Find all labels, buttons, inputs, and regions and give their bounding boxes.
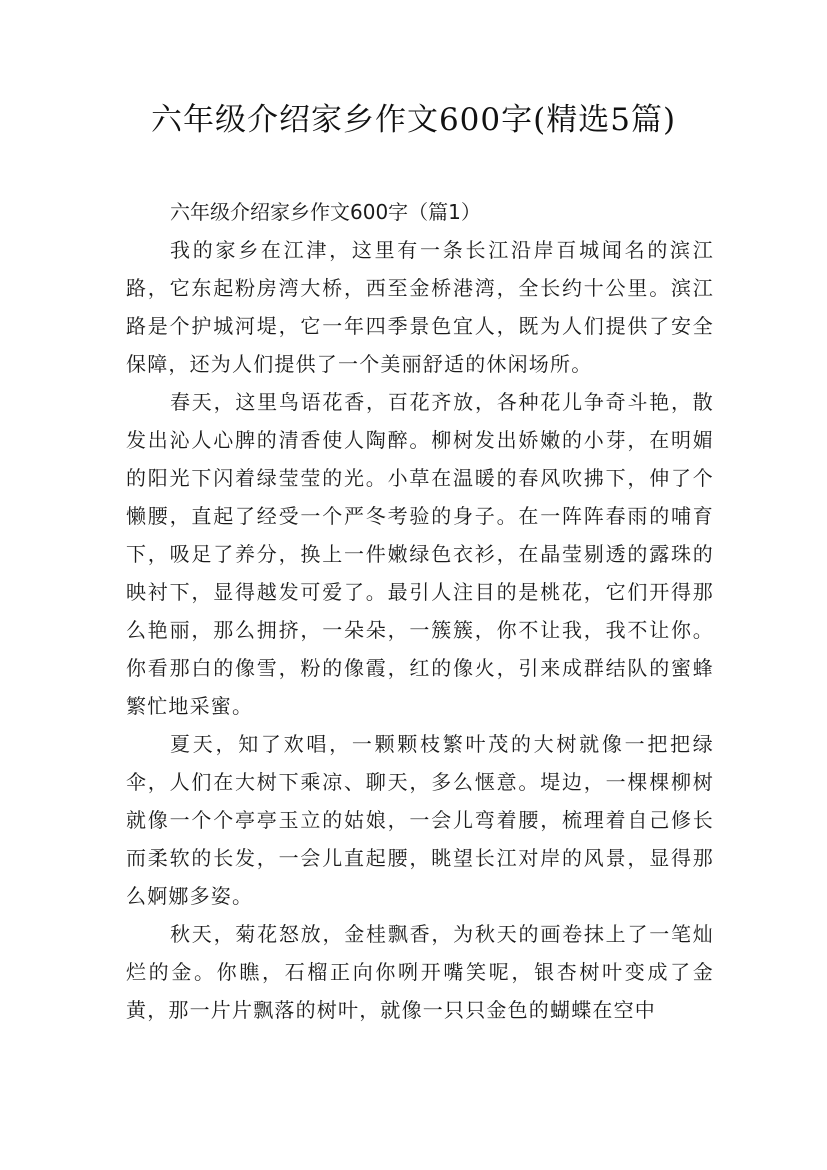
document-body [126,193,714,1029]
paragraph-2: 春天，这里鸟语花香，百花齐放，各种花儿争奇斗艳，散发出沁人心脾的清香使人陶醉。柳树发出娇嫩的小芽，在明媚的阳光下闪着绿莹莹的光。小草在温暖的春风吹拂下，伸了个懒腰，直起了经受一个严冬考验的身子。在一阵阵春雨的哺育下，吸足了养分，换上一件嫩绿色衣衫，在晶莹剔透的露珠的映衬下，显得越发可爱了。最引人注目的是桃花，它们开得那么艳丽，那么拥挤，一朵朵，一簇簇，你不让我，我不让你。你看那白的像雪，粉的像霞，红的像火，引来成群结队的蜜蜂繁忙地采蜜。 [126,390,714,718]
paragraph-1: 我的家乡在江津，这里有一条长江沿岸百城闻名的滨江路，它东起粉房湾大桥，西至金桥港湾，全长约十公里。滨江路是个护城河堤，它一年四季景色宜人，既为人们提供了安全保障，还为人们提供了一个美丽舒适的休闲场所。 [126,238,714,376]
section-heading: 六年级介绍家乡作文600字（篇1） [170,200,481,224]
paragraph-3: 夏天，知了欢唱，一颗颗枝繁叶茂的大树就像一把把绿伞，人们在大树下乘凉、聊天，多么惬意。堤边，一棵棵柳树就像一个个亭亭玉立的姑娘，一会儿弯着腰，梳理着自己修长而柔软的长发，一会儿直起腰，眺望长江对岸的风景，显得那么婀娜多姿。 [126,732,714,908]
document-title: 六年级介绍家乡作文600字(精选5篇) [150,102,677,138]
paragraph-4: 秋天，菊花怒放，金桂飘香，为秋天的画卷抹上了一笔灿烂的金。你瞧，石榴正向你咧开嘴笑呢，银杏树叶变成了金黄，那一片片飘落的树叶，就像一只只金色的蝴蝶在空中 [126,922,714,1022]
